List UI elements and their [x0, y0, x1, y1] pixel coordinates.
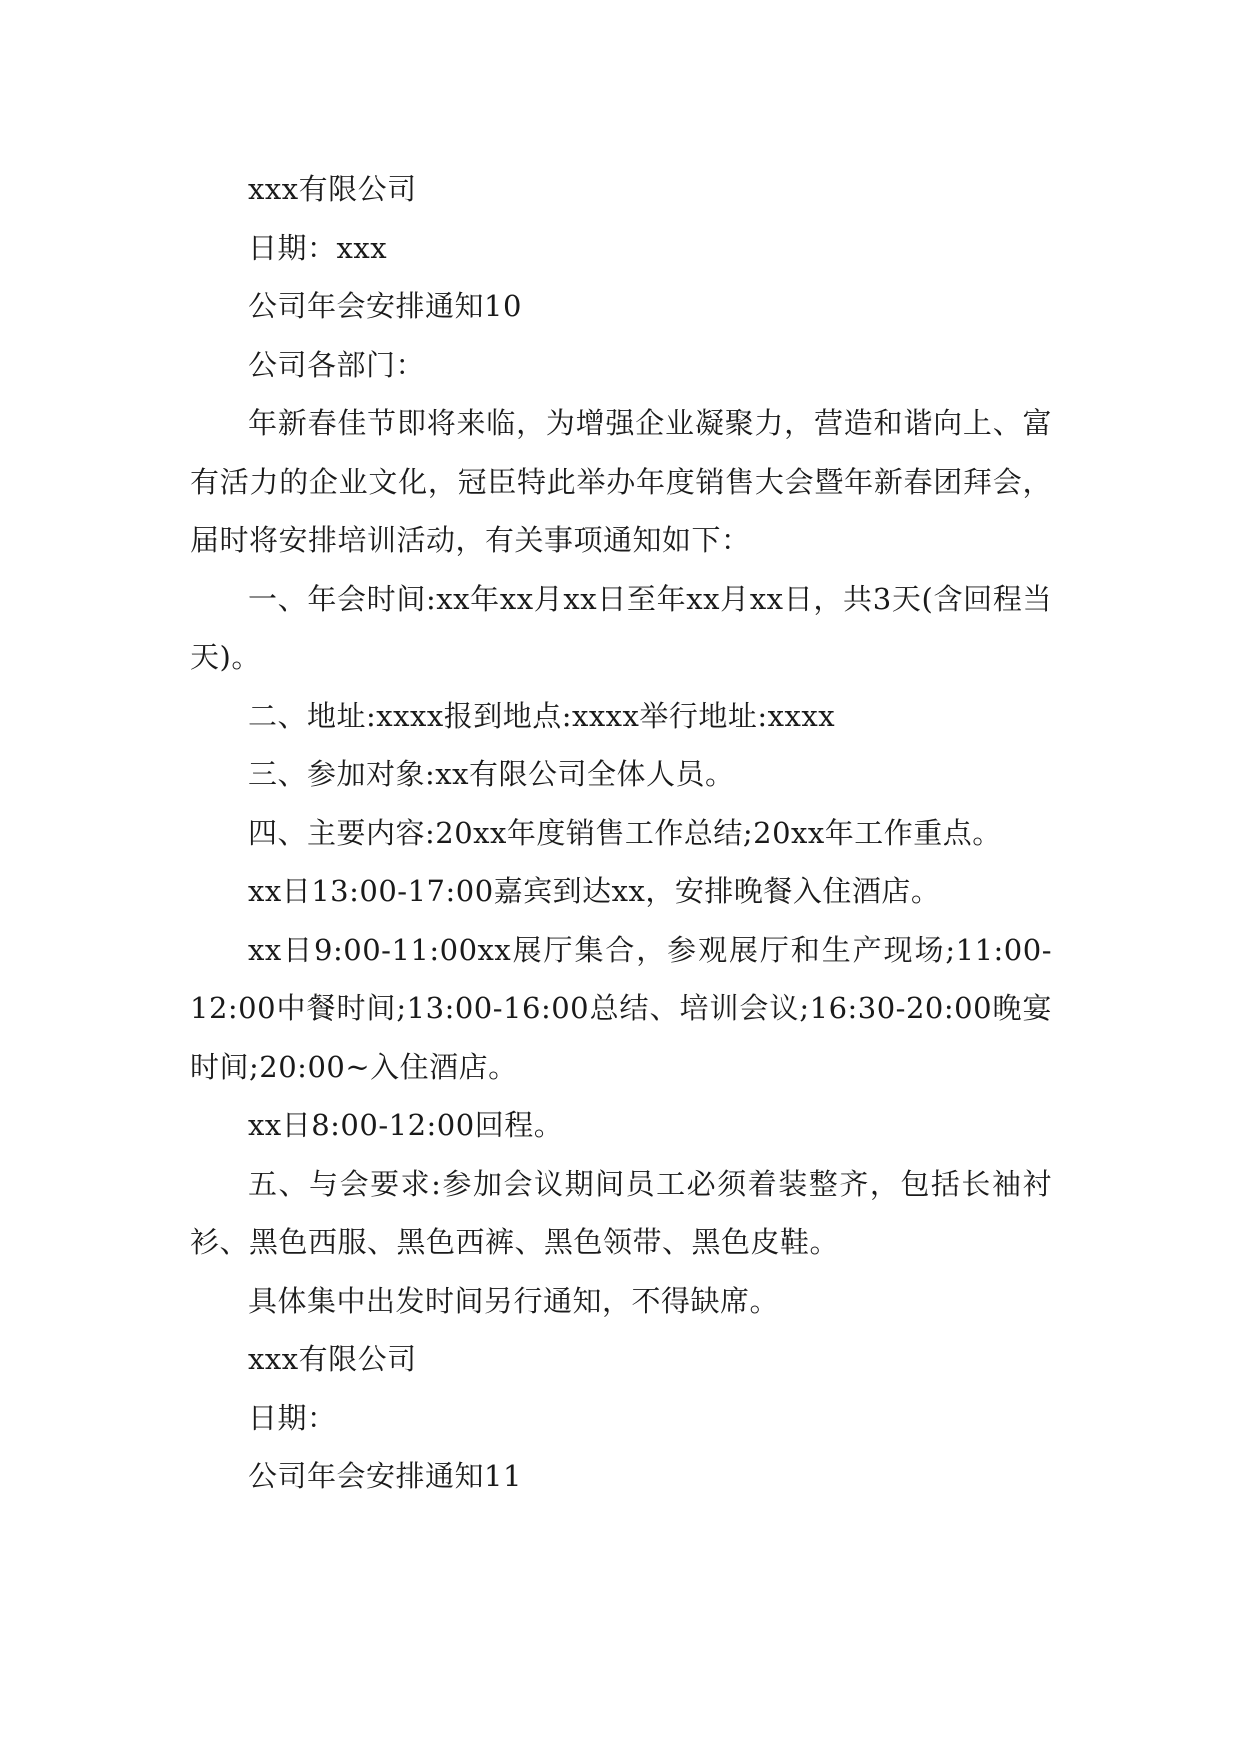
item-participants: 三、参加对象:xx有限公司全体人员。 [248, 757, 735, 791]
item-address: 二、地址:xxxx报到地点:xxxx举行地址:xxxx [248, 698, 836, 733]
departure-note: 具体集中出发时间另行通知，不得缺席。 [248, 1283, 780, 1318]
next-notice-title: 公司年会安排通知11 [248, 1459, 522, 1493]
intro-paragraph: 年新春佳节即将来临，为增强企业凝聚力，营造和谐向上、富有活力的企业文化，冠臣特此举办年度销售大会暨年新春团拜会，届时将安排培训活动，有关事项通知如下： [190, 406, 1052, 557]
company-name: xxx有限公司 [248, 172, 417, 206]
company-name-signature: xxx有限公司 [248, 1342, 417, 1376]
notice-title: 公司年会安排通知10 [248, 289, 522, 323]
document-body [190, 160, 1052, 1506]
item-content: 四、主要内容:20xx年度销售工作总结;20xx年工作重点。 [248, 815, 1002, 850]
schedule-day-3: xx日8:00-12:00回程。 [248, 1108, 564, 1142]
item-time: 一、年会时间:xx年xx月xx日至年xx月xx日，共3天(含回程当天)。 [190, 581, 1052, 674]
date-line: 日期：xxx [248, 230, 388, 265]
schedule-day-2: xx日9:00-11:00xx展厅集合，参观展厅和生产现场;11:00-12:00中餐时间;13:00-16:00总结、培训会议;16:30-20:00晚宴时间;20:00~入住酒店。 [190, 932, 1052, 1084]
item-requirements: 五、与会要求:参加会议期间员工必须着装整齐，包括长袖衬衫、黑色西服、黑色西裤、黑色领带、黑色皮鞋。 [190, 1166, 1052, 1259]
date-line-signature: 日期： [248, 1400, 337, 1435]
schedule-day-1: xx日13:00-17:00嘉宾到达xx，安排晚餐入住酒店。 [248, 874, 941, 908]
salutation: 公司各部门： [248, 347, 426, 382]
